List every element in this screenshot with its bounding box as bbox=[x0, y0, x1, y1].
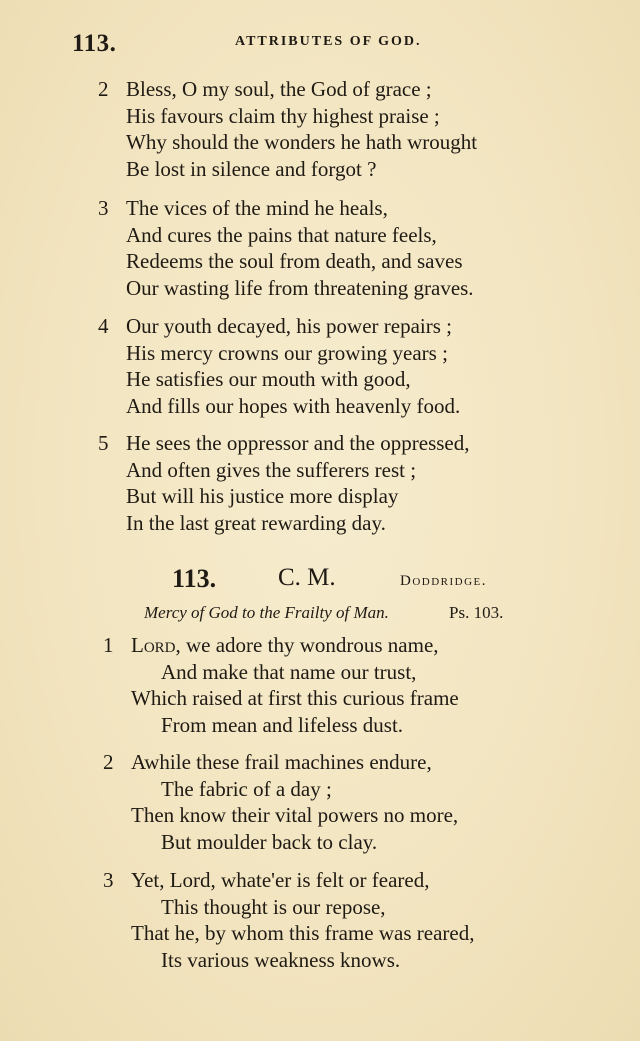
stanza-number: 1 bbox=[103, 633, 114, 657]
verse-line: 4 Our youth decayed, his power repairs ; bbox=[98, 314, 452, 338]
stanza-number: 3 bbox=[98, 196, 109, 220]
stanza-number: 2 bbox=[103, 750, 114, 774]
verse-line: And often gives the sufferers rest ; bbox=[126, 457, 417, 482]
verse-line: That he, by whom this frame was reared, bbox=[131, 921, 475, 945]
first-word: Lord bbox=[131, 633, 176, 657]
hymn-stanza-1 bbox=[103, 632, 603, 738]
prev-hymn-stanza-5 bbox=[98, 430, 598, 536]
hymn-meter: C. M. bbox=[278, 564, 336, 591]
hymn-heading bbox=[172, 564, 592, 598]
verse-line: Then know their vital powers no more, bbox=[131, 803, 459, 827]
verse-line: But moulder back to clay. bbox=[161, 829, 378, 854]
verse-line: Its various weakness knows. bbox=[161, 947, 401, 972]
verse-line: 2 Awhile these frail machines endure, bbox=[103, 750, 432, 774]
verse-line: The fabric of a day ; bbox=[161, 776, 332, 801]
running-title: ATTRIBUTES OF GOD. bbox=[235, 34, 422, 49]
verse-line: And cures the pains that nature feels, bbox=[126, 222, 437, 247]
verse-line: Which raised at first this curious frame bbox=[131, 686, 459, 710]
scripture-reference: Ps. 103. bbox=[449, 603, 504, 622]
verse-line: And fills our hopes with heavenly food. bbox=[126, 393, 461, 418]
verse-line: But will his justice more display bbox=[126, 484, 399, 508]
page-number: 113. bbox=[72, 30, 117, 57]
stanza-number: 2 bbox=[98, 77, 109, 101]
verse-line: And make that name our trust, bbox=[161, 659, 417, 684]
verse-line: 3 Yet, Lord, whate'er is felt or feared, bbox=[103, 868, 430, 892]
verse-line: His mercy crowns our growing years ; bbox=[126, 340, 448, 365]
verse-line: His favours claim thy highest praise ; bbox=[126, 103, 440, 128]
stanza-number: 4 bbox=[98, 314, 109, 338]
hymn-author: Doddridge. bbox=[400, 573, 488, 589]
hymn-subtitle bbox=[144, 603, 594, 627]
hymn-stanza-2 bbox=[103, 749, 603, 855]
verse-line: In the last great rewarding day. bbox=[126, 510, 386, 535]
verse-line: Our wasting life from threatening graves. bbox=[126, 275, 474, 300]
verse-line: 5 He sees the oppressor and the oppressed, bbox=[98, 431, 470, 455]
verse-line: 3 The vices of the mind he heals, bbox=[98, 196, 388, 220]
hymn-number: 113. bbox=[172, 564, 217, 593]
running-head bbox=[72, 30, 572, 57]
verse-line: 2 Bless, O my soul, the God of grace ; bbox=[98, 77, 432, 101]
verse-line: Be lost in silence and forgot ? bbox=[126, 156, 377, 181]
verse-line: Redeems the soul from death, and saves bbox=[126, 249, 463, 273]
verse-line: He satisfies our mouth with good, bbox=[126, 367, 411, 391]
verse-line: From mean and lifeless dust. bbox=[161, 712, 404, 737]
hymn-stanza-3 bbox=[103, 867, 603, 973]
stanza-number: 3 bbox=[103, 868, 114, 892]
subtitle-text: Mercy of God to the Frailty of Man. bbox=[144, 603, 389, 622]
prev-hymn-stanza-4 bbox=[98, 313, 598, 419]
stanza-number: 5 bbox=[98, 431, 109, 455]
prev-hymn-stanza-2 bbox=[98, 76, 598, 182]
verse-line: Why should the wonders he hath wrought bbox=[126, 130, 478, 154]
verse-line: This thought is our repose, bbox=[161, 894, 386, 919]
verse-line: 1 Lord, we adore thy wondrous name, bbox=[103, 633, 439, 657]
prev-hymn-stanza-3 bbox=[98, 195, 598, 301]
